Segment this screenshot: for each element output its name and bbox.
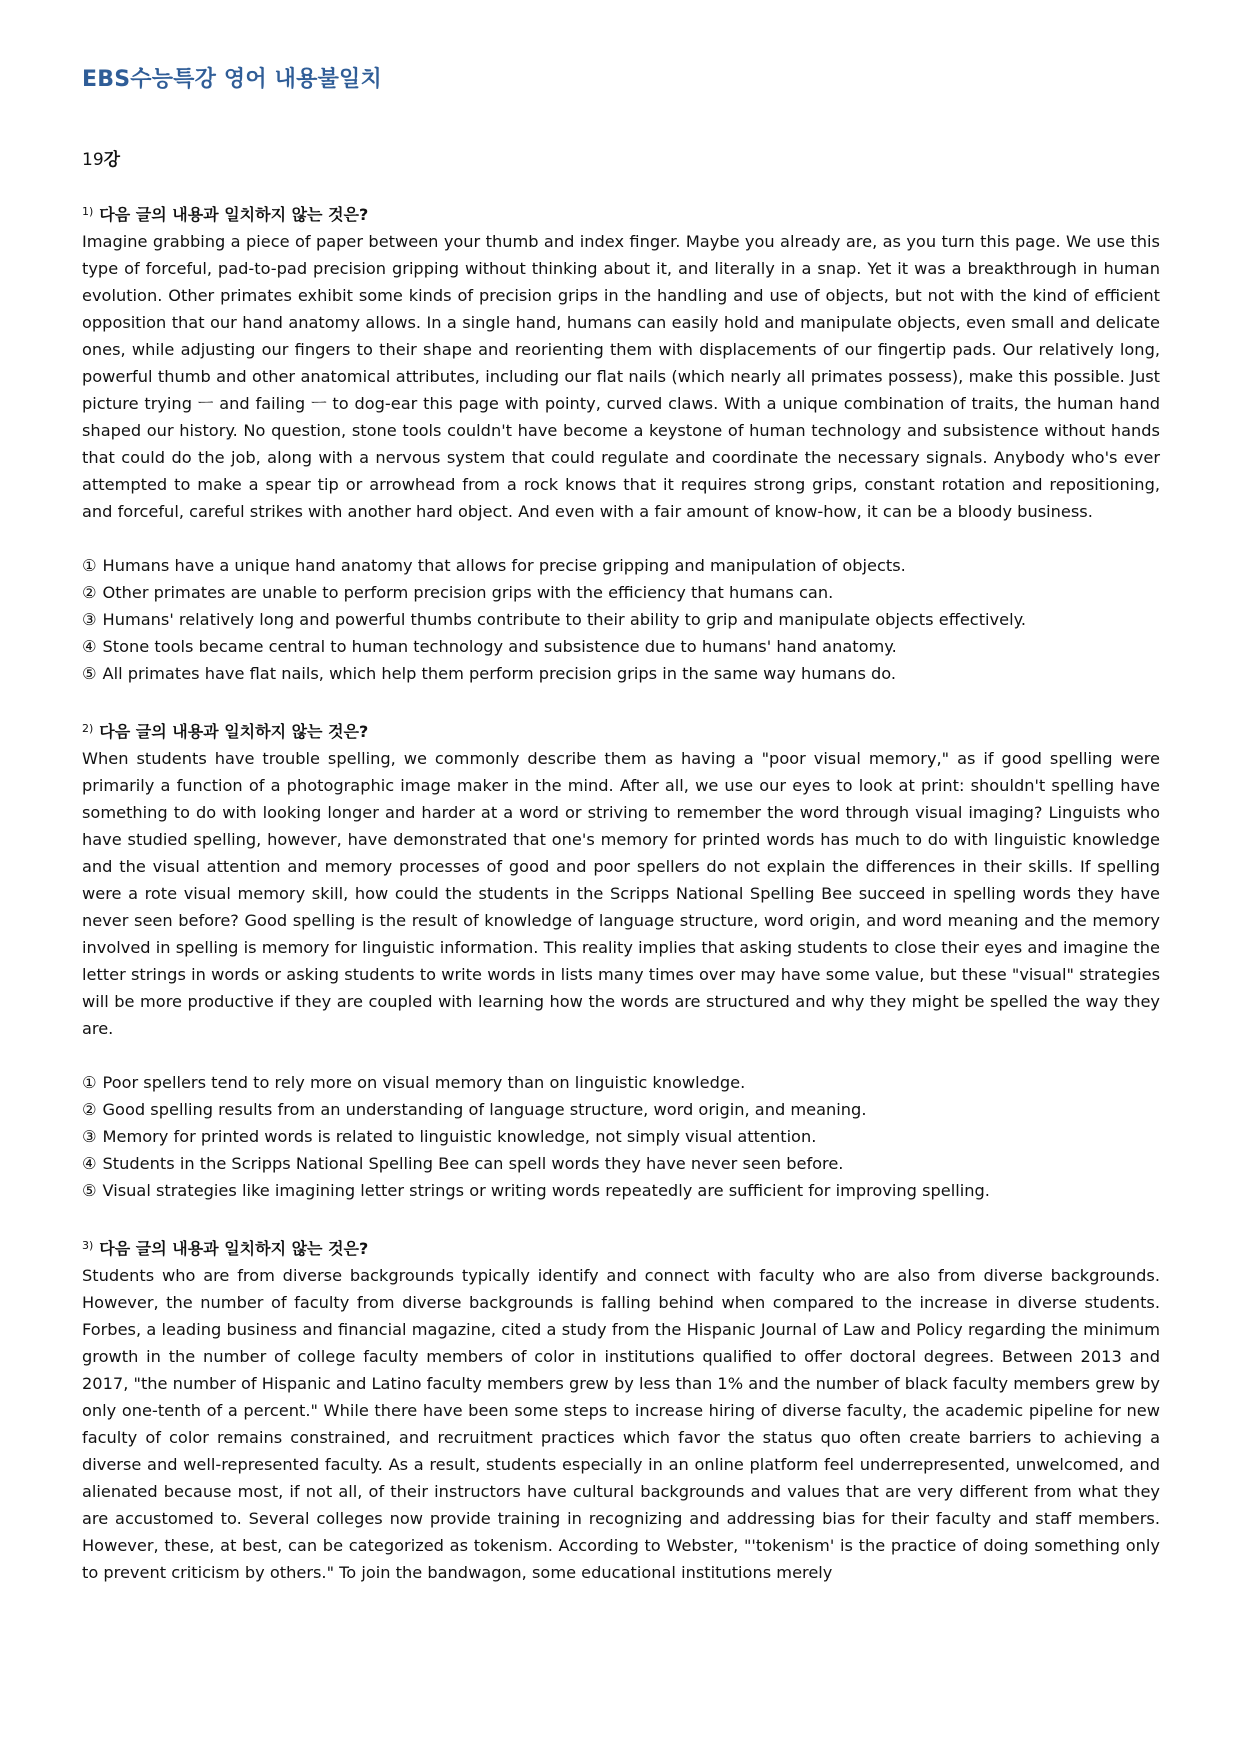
question-1 — [82, 198, 1160, 687]
question-prompt: 다음 글의 내용과 일치하지 않는 것은? — [99, 1239, 369, 1258]
question-number: 1) — [82, 205, 94, 218]
answer-choice[interactable] — [82, 579, 1160, 606]
choice-text: Good spelling results from an understanding of language structure, word origin, and meaning. — [102, 1100, 867, 1119]
lesson-number: 19 — [82, 150, 104, 170]
question-header — [82, 198, 1160, 228]
answer-choice[interactable] — [82, 1096, 1160, 1123]
choice-mark: ③ — [82, 610, 97, 629]
answer-choice[interactable] — [82, 1069, 1160, 1096]
choice-text: Poor spellers tend to rely more on visual memory than on linguistic knowledge. — [102, 1073, 746, 1092]
choice-mark: ④ — [82, 1154, 97, 1173]
answer-choice[interactable] — [82, 552, 1160, 579]
question-passage: Imagine grabbing a piece of paper between your thumb and index finger. Maybe you already are, as you turn this page. We use this type of forceful, pad-to-pad precision gripping without thinking about it, and literally in a snap. Yet it was a breakthrough in human evolution. Other primates exhibit some kinds of precision grips in the handling and use of objects, but not with the kind of efficient opposition that our hand anatomy allows. In a single hand, humans can easily hold and manipulate objects, even small and delicate ones, while adjusting our fingers to their shape and reorienting them with displacements of our fingertip pads. Our relatively long, powerful thumb and other anatomical attributes, including our flat nails (which nearly all primates possess), make this possible. Just picture trying ㅡ and failing ㅡ to dog-ear this page with pointy, curved claws. With a unique combination of traits, the human hand shaped our history. No question, stone tools couldn't have become a keystone of human technology and subsistence without hands that could do the job, along with a nervous system that could regulate and coordinate the necessary signals. Anybody who's ever attempted to make a spear tip or arrowhead from a rock knows that it requires strong grips, constant rotation and repositioning, and forceful, careful strikes with another hard object. And even with a fair amount of know-how, it can be a bloody business. — [82, 232, 1160, 521]
choice-text: Students in the Scripps National Spelling Bee can spell words they have never seen before. — [102, 1154, 844, 1173]
question-3 — [82, 1232, 1160, 1586]
answer-choice[interactable] — [82, 1150, 1160, 1177]
choice-text: Visual strategies like imagining letter strings or writing words repeatedly are sufficient for improving spelling. — [102, 1181, 990, 1200]
choice-mark: ① — [82, 1073, 97, 1092]
question-passage: Students who are from diverse backgrounds typically identify and connect with faculty who are also from diverse backgrounds. However, the number of faculty from diverse backgrounds is falling behind when compared to the increase in diverse students. Forbes, a leading business and financial magazine, cited a study from the Hispanic Journal of Law and Policy regarding the minimum growth in the number of college faculty members of color in institutions qualified to offer doctoral degrees. Between 2013 and 2017, "the number of Hispanic and Latino faculty members grew by less than 1% and the number of black faculty members grew by only one-tenth of a percent." While there have been some steps to increase hiring of diverse faculty, the academic pipeline for new faculty of color remains constrained, and recruitment practices which favor the status quo often create barriers to achieving a diverse and well-represented faculty. As a result, students especially in an online platform feel underrepresented, unwelcomed, and alienated because most, if not all, of their instructors have cultural backgrounds and values that are very different from what they are accustomed to. Several colleges now provide training in recognizing and addressing bias for their faculty and staff members. However, these, at best, can be categorized as tokenism. According to Webster, "'tokenism' is the practice of doing something only to prevent criticism by others." To join the bandwagon, some educational institutions merely — [82, 1266, 1160, 1582]
choice-mark: ③ — [82, 1127, 97, 1146]
question-number: 3) — [82, 1239, 94, 1252]
choice-mark: ① — [82, 556, 97, 575]
choice-text: Memory for printed words is related to linguistic knowledge, not simply visual attention. — [102, 1127, 817, 1146]
question-header — [82, 715, 1160, 745]
document-title: EBS수능특강 영어 내용불일치 — [82, 67, 382, 92]
question-passage: When students have trouble spelling, we commonly describe them as having a "poor visual memory," as if good spelling were primarily a function of a photographic image maker in the mind. After all, we use our eyes to look at print: shouldn't spelling have something to do with looking longer and harder at a word or striving to remember the word through visual imaging? Linguists who have studied spelling, however, have demonstrated that one's memory for printed words has much to do with linguistic knowledge and the visual attention and memory processes of good and poor spellers do not explain the differences in their skills. If spelling were a rote visual memory skill, how could the students in the Scripps National Spelling Bee succeed in spelling words they have never seen before? Good spelling is the result of knowledge of language structure, word origin, and word meaning and the memory involved in spelling is memory for linguistic information. This reality implies that asking students to close their eyes and imagine the letter strings in words or asking students to write words in lists many times over may have some value, but these "visual" strategies will be more productive if they are coupled with learning how the words are structured and why they might be spelled the way they are. — [82, 749, 1160, 1038]
choice-text: Stone tools became central to human technology and subsistence due to humans' hand anatomy. — [102, 637, 897, 656]
choice-text: All primates have flat nails, which help them perform precision grips in the same way humans do. — [102, 664, 897, 683]
answer-choice[interactable] — [82, 606, 1160, 633]
question-prompt: 다음 글의 내용과 일치하지 않는 것은? — [99, 722, 369, 741]
lesson-label: 강 — [103, 150, 121, 170]
answer-choice[interactable] — [82, 1123, 1160, 1150]
answer-choice[interactable] — [82, 1177, 1160, 1204]
answer-choices — [82, 1069, 1160, 1204]
choice-text: Humans have a unique hand anatomy that allows for precise gripping and manipulation of objects. — [102, 556, 906, 575]
question-prompt: 다음 글의 내용과 일치하지 않는 것은? — [99, 205, 369, 224]
answer-choice[interactable] — [82, 660, 1160, 687]
choice-mark: ④ — [82, 637, 97, 656]
choice-mark: ② — [82, 1100, 97, 1119]
question-2 — [82, 715, 1160, 1204]
answer-choices — [82, 552, 1160, 687]
question-number: 2) — [82, 722, 94, 735]
choice-mark: ⑤ — [82, 664, 97, 683]
answer-choice[interactable] — [82, 633, 1160, 660]
choice-text: Humans' relatively long and powerful thumbs contribute to their ability to grip and manipulate objects effectively. — [102, 610, 1026, 629]
choice-text: Other primates are unable to perform precision grips with the efficiency that humans can. — [102, 583, 834, 602]
choice-mark: ② — [82, 583, 97, 602]
choice-mark: ⑤ — [82, 1181, 97, 1200]
lesson-heading — [82, 145, 1160, 170]
question-header — [82, 1232, 1160, 1262]
